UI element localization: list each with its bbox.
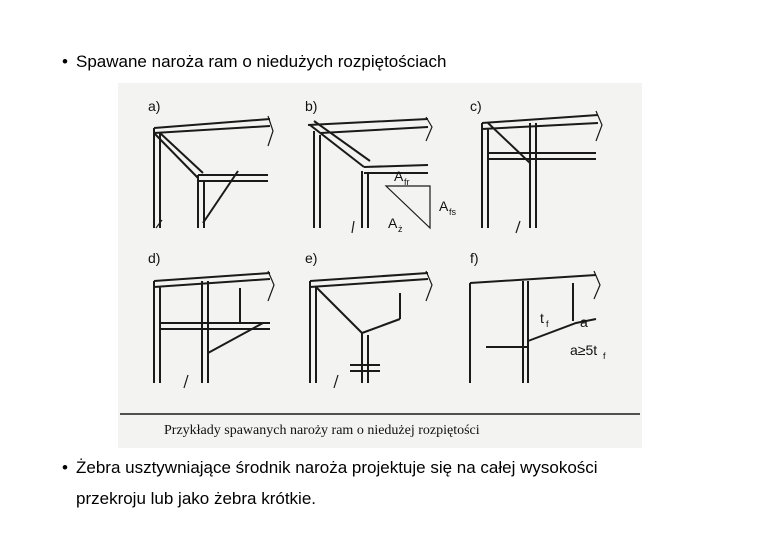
- label-a-fs-sub: fs: [449, 207, 457, 217]
- bullet-text-2-line1: Żebra usztywniające środnik naroża projektuje się na całej wysokości: [76, 458, 598, 477]
- panel-a-drawing: [148, 98, 273, 228]
- figure-caption: Przykłady spawanych naroży ram o niedużej rozpiętości: [164, 423, 480, 438]
- bullet-dot: •: [62, 458, 68, 477]
- label-a-fr-sub: fr: [404, 177, 410, 187]
- label-a-weld: a: [580, 314, 588, 330]
- label-a-z: A: [388, 215, 398, 231]
- frame-corner-figure: [118, 83, 642, 448]
- bullet-item-1: [62, 51, 446, 73]
- panel-label-c: c): [470, 98, 482, 114]
- panel-b-drawing: [305, 98, 457, 234]
- label-t-f: t: [540, 310, 544, 326]
- panel-label-b: b): [305, 98, 318, 114]
- bullet-item-2: [62, 457, 598, 479]
- label-t-f-sub: f: [546, 319, 549, 329]
- panel-label-d: d): [148, 250, 161, 266]
- panel-label-f: f): [470, 250, 479, 266]
- bullet-text-2-line2: przekroju lub jako żebra krótkie.: [76, 489, 317, 508]
- label-a-rule-sub: f: [603, 351, 606, 361]
- label-a-z-sub: ż: [398, 224, 403, 234]
- label-a-fr: A: [394, 168, 404, 184]
- label-a-rule: a≥5t: [570, 342, 598, 358]
- panel-c-drawing: [470, 98, 602, 233]
- panel-d-drawing: [148, 250, 274, 388]
- bullet-dot: •: [62, 52, 68, 71]
- panel-label-e: e): [305, 250, 318, 266]
- frame-corner-drawing: [118, 83, 642, 448]
- panel-f-drawing: [470, 250, 606, 383]
- bullet-text-1: Spawane naroża ram o niedużych rozpiętościach: [76, 52, 447, 71]
- panel-label-a: a): [148, 98, 161, 114]
- label-a-fs: A: [439, 198, 449, 214]
- panel-e-drawing: [305, 250, 432, 388]
